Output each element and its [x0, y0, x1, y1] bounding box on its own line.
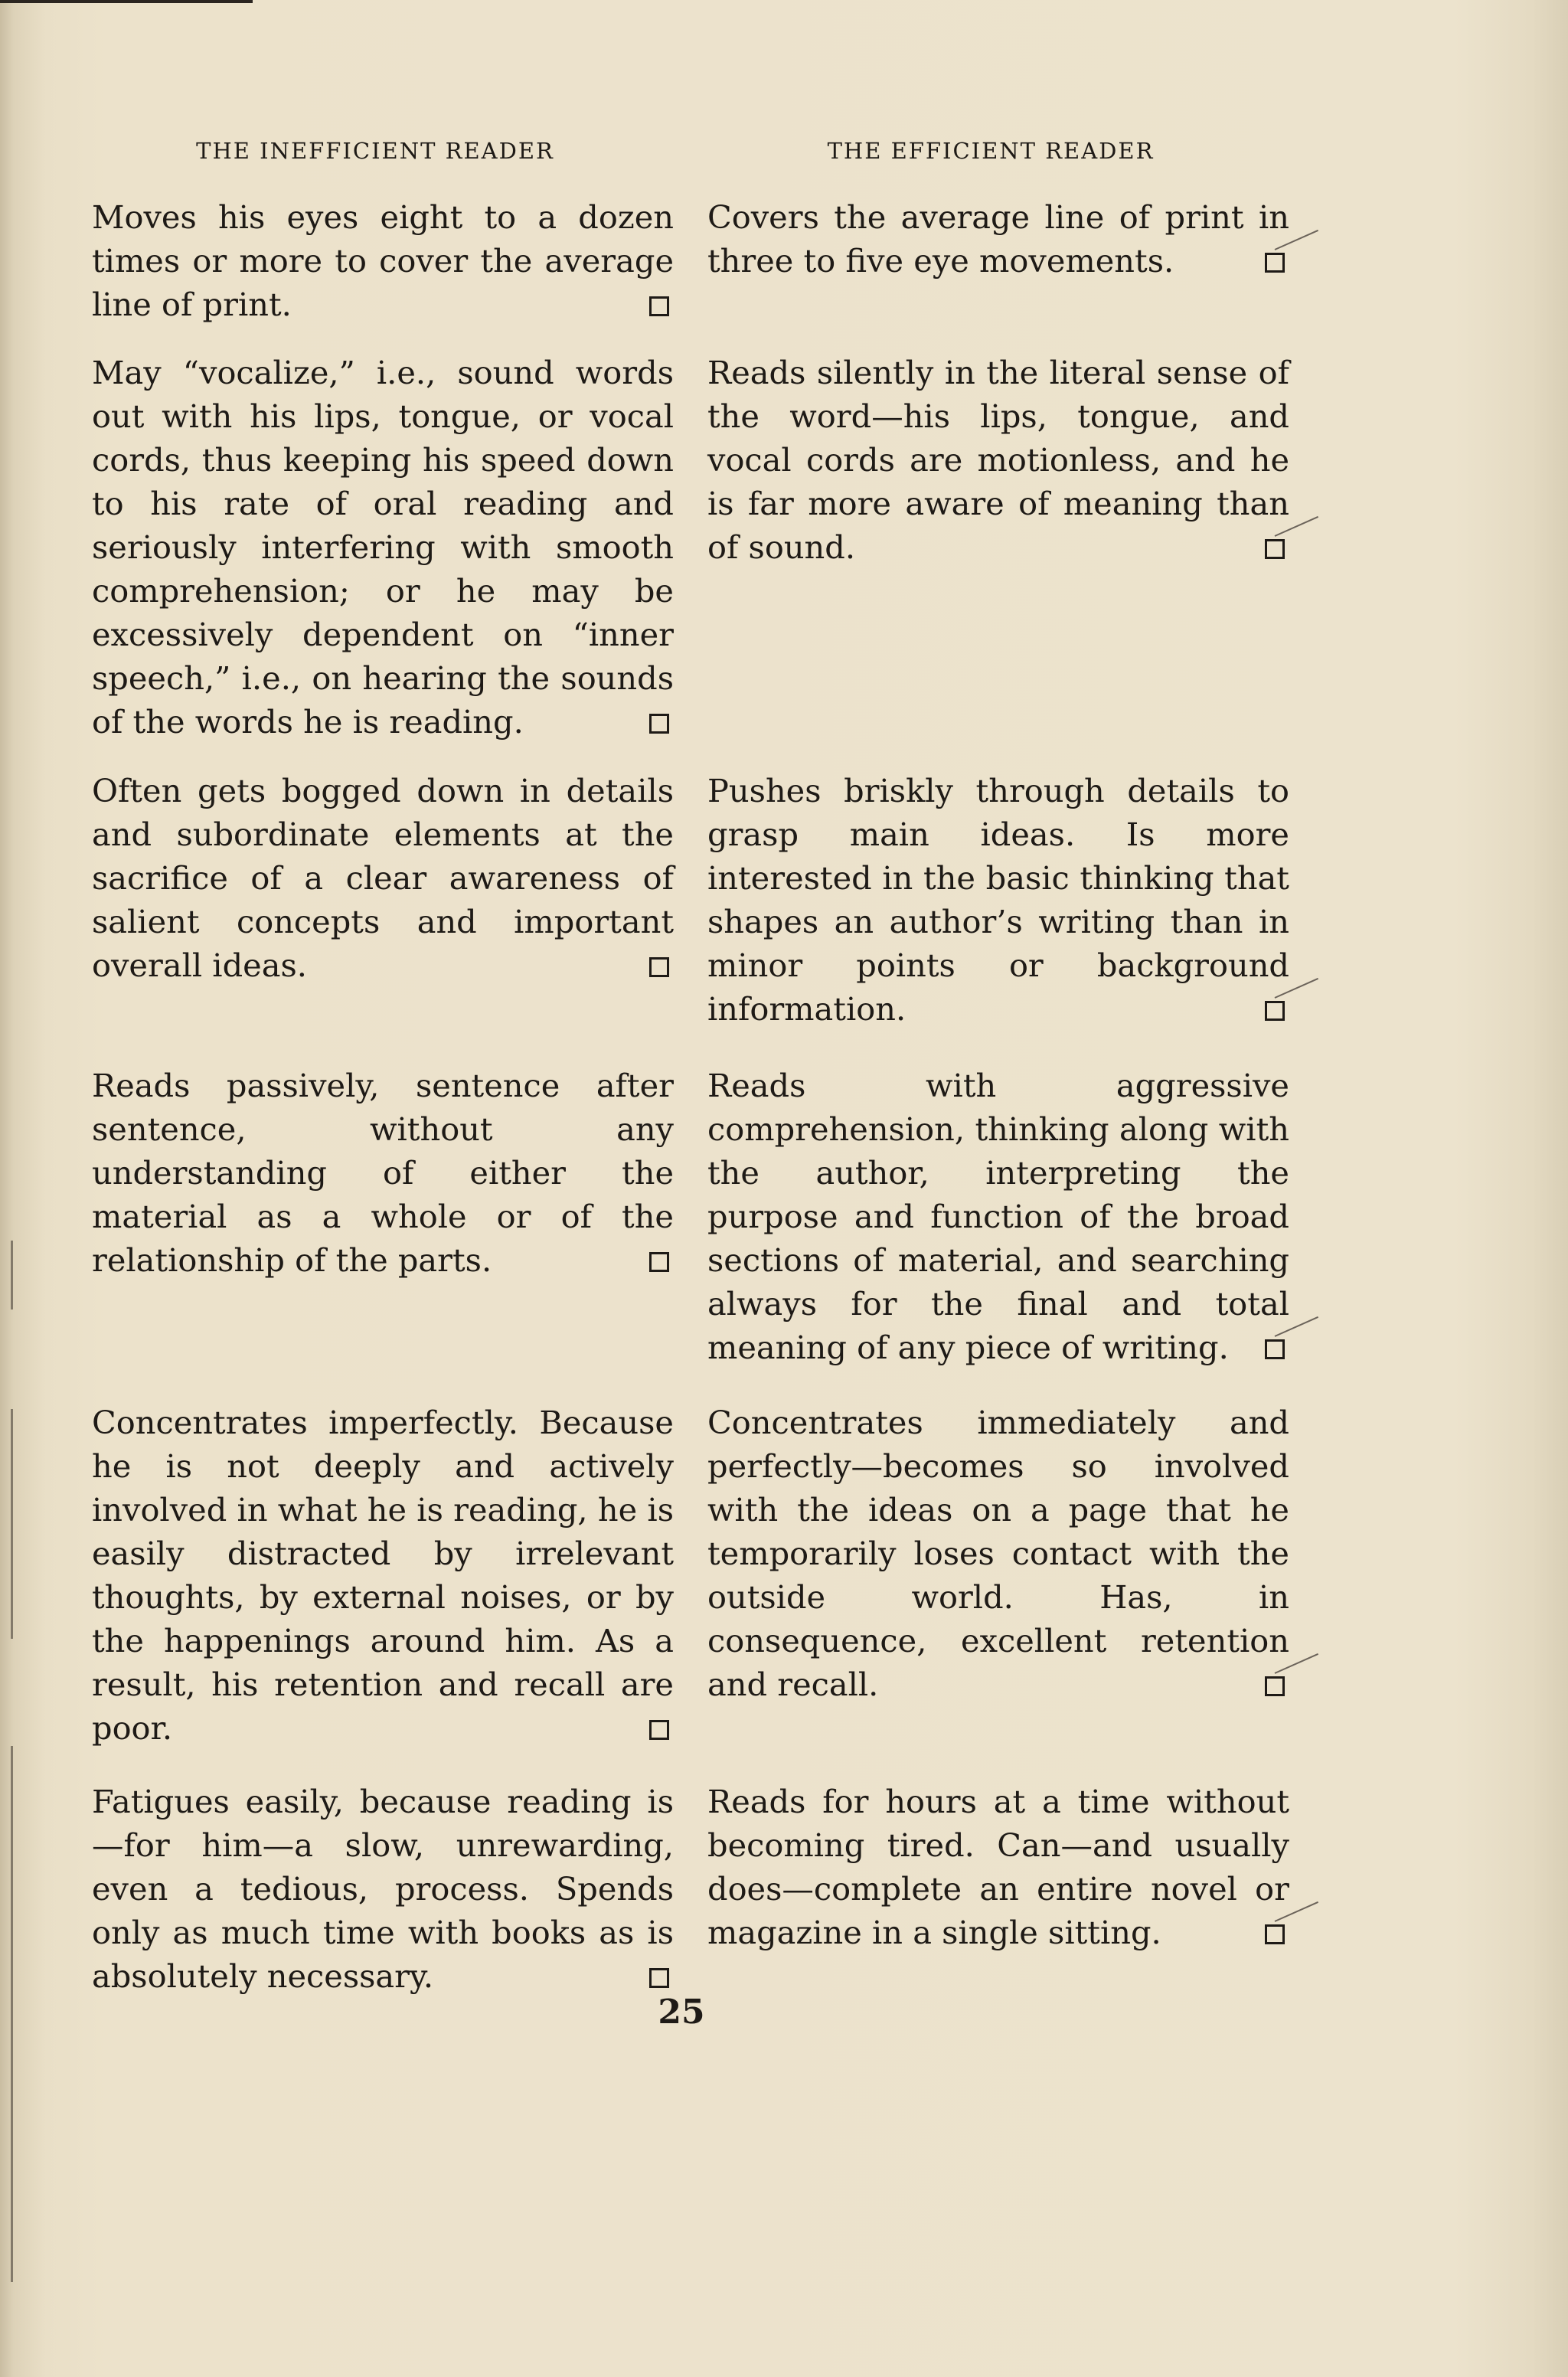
trait-checkbox[interactable] [649, 714, 669, 734]
trait-checkbox[interactable] [1265, 1339, 1285, 1359]
inefficient-trait [92, 769, 674, 987]
trait-text: Reads with aggressive comprehension, thinking along with the author, interpreting the purpose and function of the broad sections of material, and searching always for the final and total meaning of any piece of writing. [707, 1067, 1289, 1366]
trait-text: Often gets bogged down in details and subordinate elements at the sacrifice of a clear awareness of salient concepts and important overall ideas. [92, 772, 674, 984]
inefficient-trait [92, 1401, 674, 1750]
trait-checkbox[interactable] [649, 1968, 669, 1988]
efficient-trait [707, 1780, 1289, 1954]
trait-text: Covers the average line of print in three to five eye movements. [707, 198, 1289, 280]
trait-text: Concentrates immediately and perfectly—becomes so involved with the ideas on a page that he temporarily loses contact with the outside world. Has, in consequence, excellent retention and recall. [707, 1404, 1289, 1703]
trait-text: Reads silently in the literal sense of the word—his lips, tongue, and vocal cords are motionless, and he is far more aware of meaning than of sound. [707, 354, 1289, 566]
trait-text: Concentrates imperfectly. Because he is not deeply and actively involved in what he is reading, he is easily distracted by irrelevant thoughts, by external noises, or by the happenings around him. As a result, his retention and recall are poor. [92, 1404, 674, 1747]
inefficient-trait [92, 1064, 674, 1282]
inefficient-trait [92, 351, 674, 744]
spine-shadow-line [11, 1409, 13, 1639]
efficient-trait [707, 1401, 1289, 1706]
column-header-inefficient: THE INEFFICIENT READER [196, 138, 554, 164]
efficient-trait [707, 351, 1289, 569]
corner-mark [0, 0, 253, 3]
page-number: 25 [658, 1993, 705, 2032]
trait-checkbox[interactable] [649, 1720, 669, 1740]
efficient-trait [707, 769, 1289, 1031]
trait-checkbox[interactable] [1265, 1924, 1285, 1944]
trait-checkbox[interactable] [649, 957, 669, 977]
trait-text: May “vocalize,” i.e., sound words out with his lips, tongue, or vocal cords, thus keeping his speed down to his rate of oral reading and seriously interfering with smooth comprehension; or he may be excessively dependent on “inner speech,” i.e., on hearing the sounds of the words he is reading. [92, 354, 674, 741]
column-header-efficient: THE EFFICIENT READER [827, 138, 1155, 164]
trait-checkbox[interactable] [1265, 1676, 1285, 1696]
inefficient-trait [92, 195, 674, 326]
trait-checkbox[interactable] [1265, 539, 1285, 559]
efficient-trait [707, 195, 1289, 283]
trait-text: Fatigues easily, because reading is —for him—a slow, unrewarding, even a tedious, process. Spends only as much time with books as is absolutely necessary. [92, 1783, 674, 1995]
spine-shadow-line [11, 1241, 13, 1309]
trait-text: Reads for hours at a time without becoming tired. Can—and usually does—complete an entire novel or magazine in a single sitting. [707, 1783, 1289, 1951]
trait-checkbox[interactable] [649, 296, 669, 316]
trait-text: Reads passively, sentence after sentence, without any understanding of either the material as a whole or of the relationship of the parts. [92, 1067, 674, 1279]
inefficient-trait [92, 1780, 674, 1998]
efficient-trait [707, 1064, 1289, 1369]
trait-checkbox[interactable] [1265, 253, 1285, 273]
trait-checkbox[interactable] [1265, 1001, 1285, 1021]
trait-checkbox[interactable] [649, 1252, 669, 1272]
trait-text: Moves his eyes eight to a dozen times or more to cover the average line of print. [92, 198, 674, 323]
trait-text: Pushes briskly through details to grasp main ideas. Is more interested in the basic thinking that shapes an author’s writing than in minor points or background information. [707, 772, 1289, 1028]
spine-shadow-line [11, 1746, 13, 2282]
